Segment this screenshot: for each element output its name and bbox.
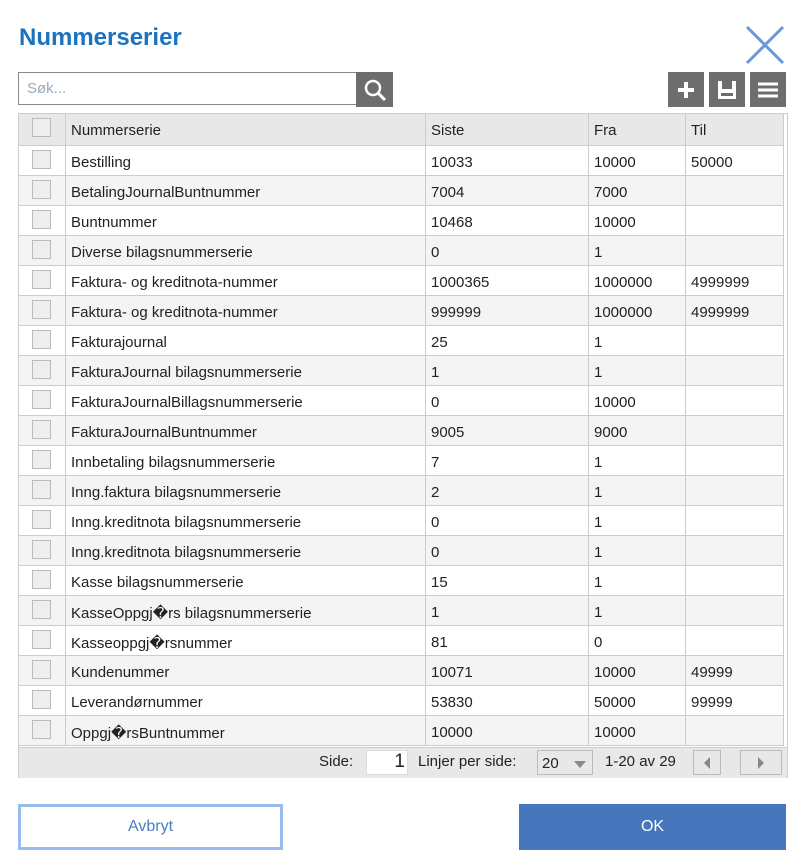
cell-til bbox=[685, 386, 784, 415]
table-row[interactable] bbox=[19, 356, 784, 386]
cell-fra: 1 bbox=[588, 446, 685, 475]
save-button[interactable] bbox=[709, 72, 745, 107]
search-icon bbox=[363, 78, 387, 102]
plus-icon bbox=[677, 81, 695, 99]
cell-siste: 15 bbox=[425, 566, 588, 595]
cell-fra: 9000 bbox=[588, 416, 685, 445]
row-checkbox[interactable] bbox=[32, 510, 51, 529]
row-checkbox[interactable] bbox=[32, 150, 51, 169]
table-row[interactable] bbox=[19, 266, 784, 296]
cell-til bbox=[685, 416, 784, 445]
table-row[interactable] bbox=[19, 146, 784, 176]
cell-fra: 7000 bbox=[588, 176, 685, 205]
cell-til bbox=[685, 506, 784, 535]
cell-nummerserie: BetalingJournalBuntnummer bbox=[65, 176, 425, 205]
row-checkbox[interactable] bbox=[32, 690, 51, 709]
cell-til bbox=[685, 476, 784, 505]
row-checkbox[interactable] bbox=[32, 630, 51, 649]
table-row[interactable] bbox=[19, 596, 784, 626]
caret-right-icon bbox=[758, 757, 764, 769]
lines-per-page-select[interactable] bbox=[537, 750, 593, 775]
cell-til bbox=[685, 596, 784, 625]
cell-nummerserie: Inng.faktura bilagsnummerserie bbox=[65, 476, 425, 505]
hamburger-icon bbox=[758, 81, 778, 99]
cell-fra: 0 bbox=[588, 626, 685, 655]
table-row[interactable] bbox=[19, 416, 784, 446]
row-checkbox[interactable] bbox=[32, 420, 51, 439]
cell-nummerserie: Diverse bilagsnummerserie bbox=[65, 236, 425, 265]
cell-nummerserie: Inng.kreditnota bilagsnummerserie bbox=[65, 506, 425, 535]
select-all-checkbox[interactable] bbox=[32, 118, 51, 137]
cell-til: 99999 bbox=[685, 686, 784, 715]
cell-fra: 1 bbox=[588, 506, 685, 535]
table-row[interactable] bbox=[19, 236, 784, 266]
cell-til bbox=[685, 566, 784, 595]
cell-nummerserie: FakturaJournal bilagsnummerserie bbox=[65, 356, 425, 385]
row-checkbox[interactable] bbox=[32, 660, 51, 679]
search-button[interactable] bbox=[356, 72, 393, 107]
cell-til bbox=[685, 536, 784, 565]
table-row[interactable] bbox=[19, 716, 784, 746]
row-checkbox[interactable] bbox=[32, 540, 51, 559]
cell-nummerserie: Kasse bilagsnummerserie bbox=[65, 566, 425, 595]
table-row[interactable] bbox=[19, 506, 784, 536]
caret-left-icon bbox=[704, 757, 710, 769]
row-checkbox[interactable] bbox=[32, 720, 51, 739]
cell-til bbox=[685, 326, 784, 355]
cell-til bbox=[685, 206, 784, 235]
cell-nummerserie: Kasseoppgj�rsnummer bbox=[65, 626, 425, 655]
cell-til bbox=[685, 356, 784, 385]
cell-siste: 0 bbox=[425, 236, 588, 265]
prev-page-button[interactable] bbox=[693, 750, 721, 775]
table-row[interactable] bbox=[19, 206, 784, 236]
cell-siste: 999999 bbox=[425, 296, 588, 325]
table-row[interactable] bbox=[19, 686, 784, 716]
cell-til bbox=[685, 716, 784, 745]
cell-fra: 1 bbox=[588, 476, 685, 505]
table-header bbox=[19, 114, 784, 146]
menu-button[interactable] bbox=[750, 72, 786, 107]
ok-button[interactable]: OK bbox=[519, 804, 786, 850]
lines-per-page-value: 20 bbox=[542, 755, 559, 772]
cell-nummerserie: Kundenummer bbox=[65, 656, 425, 685]
add-button[interactable] bbox=[668, 72, 704, 107]
cell-nummerserie: Inng.kreditnota bilagsnummerserie bbox=[65, 536, 425, 565]
cell-siste: 7004 bbox=[425, 176, 588, 205]
lines-per-page-label: Linjer per side: bbox=[418, 753, 517, 770]
row-checkbox[interactable] bbox=[32, 180, 51, 199]
cell-nummerserie: Fakturajournal bbox=[65, 326, 425, 355]
row-checkbox[interactable] bbox=[32, 390, 51, 409]
cell-fra: 1 bbox=[588, 596, 685, 625]
column-header-nummerserie[interactable]: Nummerserie bbox=[65, 114, 425, 145]
cell-til: 4999999 bbox=[685, 296, 784, 325]
page-range: 1-20 av 29 bbox=[605, 753, 676, 770]
table-row[interactable] bbox=[19, 176, 784, 206]
cell-siste: 25 bbox=[425, 326, 588, 355]
cell-fra: 10000 bbox=[588, 656, 685, 685]
cell-nummerserie: Innbetaling bilagsnummerserie bbox=[65, 446, 425, 475]
cell-nummerserie: FakturaJournalBuntnummer bbox=[65, 416, 425, 445]
cell-fra: 10000 bbox=[588, 386, 685, 415]
cell-fra: 1000000 bbox=[588, 266, 685, 295]
cell-fra: 50000 bbox=[588, 686, 685, 715]
column-header-til[interactable]: Til bbox=[685, 114, 784, 145]
row-checkbox[interactable] bbox=[32, 450, 51, 469]
cell-til: 50000 bbox=[685, 146, 784, 175]
table-row[interactable] bbox=[19, 656, 784, 686]
cell-fra: 1 bbox=[588, 236, 685, 265]
cell-fra: 1 bbox=[588, 326, 685, 355]
number-series-table bbox=[18, 113, 788, 778]
row-checkbox[interactable] bbox=[32, 600, 51, 619]
cell-til: 49999 bbox=[685, 656, 784, 685]
next-page-button[interactable] bbox=[740, 750, 782, 775]
save-icon bbox=[717, 80, 737, 100]
row-checkbox[interactable] bbox=[32, 570, 51, 589]
cell-til bbox=[685, 176, 784, 205]
cell-siste: 0 bbox=[425, 506, 588, 535]
cell-fra: 1000000 bbox=[588, 296, 685, 325]
page-input[interactable]: 1 bbox=[366, 750, 408, 775]
row-checkbox[interactable] bbox=[32, 480, 51, 499]
cell-siste: 1000365 bbox=[425, 266, 588, 295]
table-row[interactable] bbox=[19, 446, 784, 476]
cell-nummerserie: Oppgj�rsBuntnummer bbox=[65, 716, 425, 745]
close-icon[interactable] bbox=[745, 25, 785, 65]
cell-til bbox=[685, 626, 784, 655]
cell-siste: 81 bbox=[425, 626, 588, 655]
search-input[interactable] bbox=[18, 72, 356, 105]
cell-nummerserie: FakturaJournalBillagsnummerserie bbox=[65, 386, 425, 415]
cell-nummerserie: Bestilling bbox=[65, 146, 425, 175]
cell-til: 4999999 bbox=[685, 266, 784, 295]
cell-siste: 1 bbox=[425, 596, 588, 625]
cell-nummerserie: Faktura- og kreditnota-nummer bbox=[65, 296, 425, 325]
cell-siste: 53830 bbox=[425, 686, 588, 715]
cell-fra: 1 bbox=[588, 536, 685, 565]
cell-nummerserie: Leverandørnummer bbox=[65, 686, 425, 715]
cell-nummerserie: KasseOppgj�rs bilagsnummerserie bbox=[65, 596, 425, 625]
cell-siste: 7 bbox=[425, 446, 588, 475]
column-header-fra[interactable]: Fra bbox=[588, 114, 685, 145]
cell-siste: 1 bbox=[425, 356, 588, 385]
cell-siste: 10033 bbox=[425, 146, 588, 175]
table-row[interactable] bbox=[19, 536, 784, 566]
cell-siste: 2 bbox=[425, 476, 588, 505]
table-row[interactable] bbox=[19, 566, 784, 596]
chevron-down-icon bbox=[574, 761, 586, 768]
cell-fra: 10000 bbox=[588, 716, 685, 745]
cell-siste: 10071 bbox=[425, 656, 588, 685]
row-checkbox[interactable] bbox=[32, 300, 51, 319]
table-row[interactable] bbox=[19, 326, 784, 356]
cell-nummerserie: Buntnummer bbox=[65, 206, 425, 235]
table-row[interactable] bbox=[19, 626, 784, 656]
cell-til bbox=[685, 236, 784, 265]
cell-til bbox=[685, 446, 784, 475]
cell-nummerserie: Faktura- og kreditnota-nummer bbox=[65, 266, 425, 295]
cell-fra: 1 bbox=[588, 356, 685, 385]
cell-fra: 1 bbox=[588, 566, 685, 595]
row-checkbox[interactable] bbox=[32, 360, 51, 379]
table-row[interactable] bbox=[19, 476, 784, 506]
cell-siste: 0 bbox=[425, 386, 588, 415]
cell-siste: 10000 bbox=[425, 716, 588, 745]
row-checkbox[interactable] bbox=[32, 240, 51, 259]
cell-siste: 0 bbox=[425, 536, 588, 565]
page-label: Side: bbox=[319, 753, 354, 770]
cell-siste: 10468 bbox=[425, 206, 588, 235]
page-title: Nummerserier bbox=[19, 24, 182, 51]
row-checkbox[interactable] bbox=[32, 330, 51, 349]
table-row[interactable] bbox=[19, 386, 784, 416]
column-header-siste[interactable]: Siste bbox=[425, 114, 588, 145]
row-checkbox[interactable] bbox=[32, 210, 51, 229]
cell-fra: 10000 bbox=[588, 146, 685, 175]
cell-fra: 10000 bbox=[588, 206, 685, 235]
cancel-button[interactable]: Avbryt bbox=[18, 804, 283, 850]
cell-siste: 9005 bbox=[425, 416, 588, 445]
row-checkbox[interactable] bbox=[32, 270, 51, 289]
pagination-bar bbox=[19, 747, 787, 778]
table-row[interactable] bbox=[19, 296, 784, 326]
